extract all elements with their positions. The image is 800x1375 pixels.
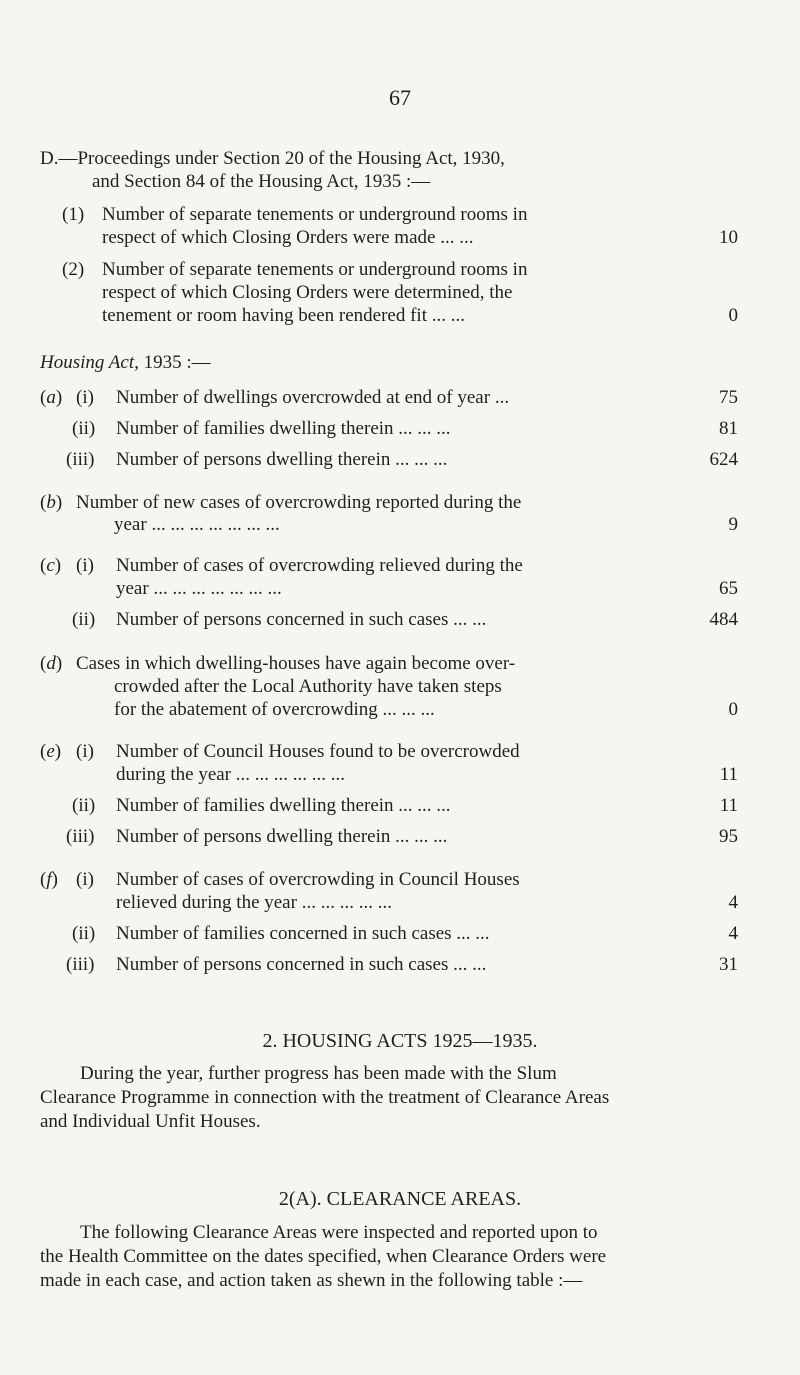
subsection-letter: (a) (40, 387, 63, 408)
row-text-line1: Number of cases of overcrowding in Council Houses (116, 869, 520, 890)
housing-act-heading-italic: Housing Act, (40, 352, 139, 373)
subsection-letter: (b) (40, 492, 63, 513)
row-value: 624 (709, 449, 738, 470)
row-number: (iii) (66, 954, 95, 975)
row-value: 65 (719, 578, 738, 599)
row-text-line2: relieved during the year ... ... ... ... ... (116, 892, 392, 913)
item-number: (1) (62, 204, 85, 225)
row-text: Number of families dwelling therein ... ... ... (116, 795, 451, 816)
row-number: (i) (76, 387, 94, 408)
row-text-line1: Number of cases of overcrowding relieved during the (116, 555, 523, 576)
row-number: (ii) (72, 923, 96, 944)
row-text: Number of persons concerned in such cases ... ... (116, 609, 487, 630)
subsection-letter: (f) (40, 869, 58, 890)
item-text-line3: tenement or room having been rendered fit ... ... (102, 305, 465, 326)
row-value: 11 (719, 795, 738, 816)
housing-act-heading (40, 352, 211, 374)
row-number: (iii) (66, 826, 95, 847)
item-number: (2) (62, 259, 85, 280)
row-text: Number of families concerned in such cases ... ... (116, 923, 490, 944)
section-2-line3: and Individual Unfit Houses. (40, 1111, 261, 1132)
subsection-value: 9 (728, 514, 738, 535)
row-value: 75 (719, 387, 738, 408)
row-text: Number of families dwelling therein ... ... ... (116, 418, 451, 439)
subsection-letter: (e) (40, 741, 62, 762)
section-2a-line2: the Health Committee on the dates specified, when Clearance Orders were (40, 1246, 607, 1267)
item-text-line2: respect of which Closing Orders were made ... ... (102, 227, 474, 248)
page-number: 67 (389, 85, 411, 110)
item-value: 10 (719, 227, 738, 248)
row-text: Number of persons concerned in such cases ... ... (116, 954, 487, 975)
subsection-text-line2: crowded after the Local Authority have taken steps (114, 676, 502, 697)
row-number: (ii) (72, 795, 96, 816)
row-number: (i) (76, 869, 94, 890)
row-value: 95 (719, 826, 738, 847)
section-2-heading: 2. HOUSING ACTS 1925—1935. (262, 1030, 538, 1052)
housing-act-heading-year: 1935 :— (138, 352, 211, 373)
subsection-text-line2: year ... ... ... ... ... ... ... (114, 514, 280, 535)
row-text-line2: during the year ... ... ... ... ... ... (116, 764, 346, 785)
section-2a-heading: 2(A). CLEARANCE AREAS. (278, 1188, 522, 1210)
item-text-line2: respect of which Closing Orders were determined, the (102, 282, 513, 303)
row-text: Number of persons dwelling therein ... ... ... (116, 449, 448, 470)
row-number: (i) (76, 741, 94, 762)
row-value: 484 (709, 609, 738, 630)
item-text-line1: Number of separate tenements or underground rooms in (102, 259, 528, 280)
row-text: Number of dwellings overcrowded at end of year ... (116, 387, 510, 408)
subsection-letter: (d) (40, 653, 63, 674)
section-2-line2: Clearance Programme in connection with the treatment of Clearance Areas (40, 1087, 610, 1108)
section-2a-line3: made in each case, and action taken as shewn in the following table :— (40, 1270, 583, 1291)
row-value: 4 (728, 923, 738, 944)
subsection-letter: (c) (40, 555, 62, 576)
row-text-line1: Number of Council Houses found to be overcrowded (116, 741, 520, 762)
section-2-line1: During the year, further progress has been made with the Slum (80, 1063, 557, 1084)
row-number: (ii) (72, 418, 96, 439)
row-value: 11 (719, 764, 738, 785)
row-value: 81 (719, 418, 738, 439)
subsection-text-line3: for the abatement of overcrowding ... ... ... (114, 699, 435, 720)
row-text-line2: year ... ... ... ... ... ... ... (116, 578, 282, 599)
section-2a-line1: The following Clearance Areas were inspected and reported upon to (80, 1222, 598, 1243)
subsection-text-line1: Number of new cases of overcrowding reported during the (76, 492, 522, 513)
section-d-title-line2: and Section 84 of the Housing Act, 1935 :— (92, 171, 431, 192)
row-number: (i) (76, 555, 94, 576)
row-text: Number of persons dwelling therein ... ... ... (116, 826, 448, 847)
row-value: 31 (719, 954, 738, 975)
subsection-text-line1: Cases in which dwelling-houses have again become over- (76, 653, 516, 674)
subsection-value: 0 (728, 699, 738, 720)
item-text-line1: Number of separate tenements or underground rooms in (102, 204, 528, 225)
row-number: (ii) (72, 609, 96, 630)
row-value: 4 (728, 892, 738, 913)
item-value: 0 (728, 305, 738, 326)
section-d-title-line1: D.—Proceedings under Section 20 of the Housing Act, 1930, (40, 148, 505, 169)
row-number: (iii) (66, 449, 95, 470)
